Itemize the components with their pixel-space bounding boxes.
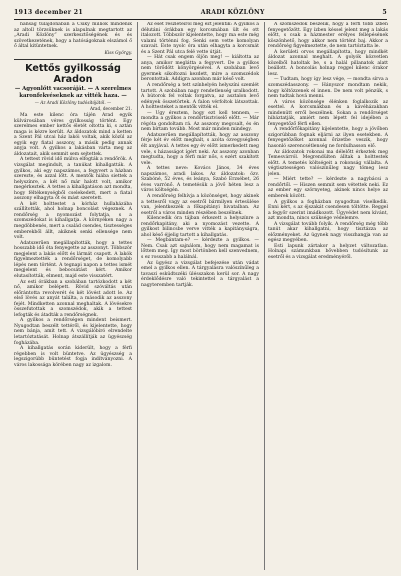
article-paragraph: — Ugy éreztem, hogy ezt kell tennem, — mondta a gyilkos a rendőrtisztviselő előtt. — Már régóta gondoltam rá. Az asszony megcsalt, és én nem bírtam tovább. Most már minden mindegy. (141, 110, 259, 133)
article-paragraph: A rendőrfőkapitány kijelentette, hogy a jövőben szigorúbban fognak eljárni az ilyen esetekben. A fenyegetőzőket azonnal őrizetbe veszik, hogy hasonló szerencsétlenség ne fordulhasson elő. (268, 127, 388, 150)
article-paragraph: Adatszerűen megállapították, hogy a tettes hosszabb idő óta fenyegette az asszonyt. Többször megjelent a lakás előtt és lármát csapott. A lakók figyelmeztették a rendőrséget, de komolyabb lépés nem történt. A tegnapi napon a tettes ismét megjelent és bebocsátást kért. Amikor elutasították, elment, majd este visszatért. (14, 240, 132, 279)
article-paragraph: A kihallgatás során kiderült, hogy a férfi régebben is volt büntetve. Az ügyészség a legszigorúbb büntetést fogja indítványozni. A város lakossága körében nagy az izgalom. (14, 346, 132, 368)
column-1 (14, 22, 132, 572)
article-paragraph: A gyilkos a fogházban nyugodtan viselkedik. Enni kért, s az éjszakát csendesen töltötte. Reggel a fegyőr szerint imádkozott. Ügyvédet nem kívánt, azt mondta, nincs szüksége védelemre. (268, 199, 388, 222)
article-paragraph: A tettes neve: Kovács János, 34 éves napszámos, aradi lakos. Az áldozatok: özv. Szabóné, 52 éves, és leánya, Szabó Erzsébet, 26 éves varrónő. A temetésük a jövő héten lesz a város költségén. (141, 166, 259, 194)
column-3 (268, 22, 388, 572)
page-number: 5 (382, 8, 387, 16)
article-paragraph: A szomszédok beszélik, hogy a férfi több ízben fenyegetőzött. Egy ízben késsel jelent meg a lakás előtt, s csak a házmester erélyes fellépésének köszönhető, hogy akkor nem történt baj. Akkor a rendőrség figyelmeztette, de nem tartóztatta le. (268, 22, 388, 50)
article-paragraph: Esti lapunk zártakor a helyzet változatlan. Holnapi számunkban bővebben tudósítunk az esetről és a vizsgálat eredményéről. (268, 243, 388, 260)
article-title: Kettős gyilkosság Aradon (25, 63, 121, 86)
article-paragraph: Kilencedik óra tájban érkezett a helyszínre a rendőrkapitány, aki a nyomozást vezette. A gyilkost bilincsbe verve vitték a kapitányságra, ahol késő éjjelig tartott a kihallgatás. (141, 216, 259, 238)
article-paragraph: — Hát csak engem öljön meg! — kiáltotta az anya, amikor meglátta a fegyvert. De a gyilkos nem törődött könyörgésével. A szobában levő gyermek sikoltozni kezdett, mire a szomszédok berontottak. Addigra azonban már késő volt. (141, 55, 259, 83)
article-paragraph: Az áldozatok rokonai ma délelőtt érkeztek meg Temesvárról. Megrendülten álltak a holttestek előtt. A temetés költségeit a rokonság vállalta. A végtisztességen valószínűleg nagy tömeg lesz jelen. (268, 149, 388, 177)
article-paragraph: Az ügyész a vizsgálat befejezése után vádat emel a gyilkos ellen. A tárgyalásra valószínűleg a tavaszi esküdtszéki ülésszakon kerül sor. A nagy érdeklődésre való tekintettel a tárgyalást a nagyteremben tartják. (141, 260, 259, 288)
page-header (14, 6, 387, 18)
article-paragraph: Az eset részleteiről még ezt jelentik: A gyilkos a délutáni órákban egy korcsmában ült és ott italozott. Többször kijelentette, hogy ma este még valami történni fog. Senki sem vette komolyan szavait. Este nyolc óra után elhagyta a korcsmát és a Szent Pál utca felé vette útját. (141, 22, 259, 55)
newspaper-title: ARADI KÖZLÖNY (200, 8, 265, 16)
article-paragraph: A két holttestet a kórház hullaházába szállították, ahol holnap boncolást végeznek. A rendőrség a nyomozást folytatja, s a szomszédokat is kihallgatja. A környéken nagy a megdöbbenés, mert a család csendes, tisztességes emberekből állt, akiknek senki ellensége nem volt. (14, 201, 132, 241)
column-2 (141, 22, 259, 572)
article-paragraph: A tettest rövid idő múlva elfogták a rendőrök. A vizsgálat megindult, a tanúkat kihallgatták. A gyilkos, aki egy napszámos, a fegyvert a házban szerezte, és azzal lőtt. A mentők hiába siettek a helyszínre, a két nő már halott volt, amikor megérkeztek. A tettes a kihallgatáson azt mondta, hogy féltékenységből cselekedett, mert a fiatal asszony elhagyta őt és mást szeretett. (14, 157, 132, 202)
article-paragraph: — Tudtam, hogy így lesz vége, — mondta sírva a szomszédasszony. — Hányszor mondtam nekik, hogy költözzenek el innen. De nem volt pénzük, s nem tudtak hová menni. (268, 77, 388, 100)
article-paragraph: A rendőrség felhívja a közönséget, hogy akinek a tettesről vagy az esetről bármilyen értesülése van, jelentkezzék a főkapitányi hivatalban. Az esetről a város minden részében beszélnek. (141, 193, 259, 216)
article-paragraph: A rendőrség a tett színhelyén helyszíni szemlét tartott. A szobában nagy rendetlenség uralkodott. A bútorok fel voltak forgatva, az asztalon levő edények összetörtek. A falon vérfoltok látszottak. A holttesteket a mentők vitték el. (141, 83, 259, 111)
article-paragraph: A gyilkos a rendőrségen mindent beismert. Nyugodtan beszélt tettéről, és kijelentette, hogy nem bánja, amit tett. A vizsgálóbíró elrendelte letartóztatását. Holnap átszállítják az ügyészség fogházába. (14, 318, 132, 346)
header-rule (14, 19, 387, 20)
column-divider (137, 22, 138, 570)
article-paragraph: Adatszerűen megállapították, hogy az asszony férje két év előtt meghalt, s azóta özvegységben élt anyjával. A tettes egy év előtt ismerkedett meg vele, s házasságot ígért neki. Az asszony azonban megtudta, hogy a férfi már nős, s ezért szakított vele. (141, 132, 259, 166)
article-paragraph: A város közönsége élénken foglalkozik az esettel. A korcsmákban és a kávéházakban mindenütt erről beszélnek. Sokan a rendőrséget hibáztatják, amiért nem lépett fel idejében a fenyegetőző férfi ellen. (268, 99, 388, 127)
article-paragraph: — Megbántam-e? — kérdezte a gyilkos. — Nem. Csak azt sajnálom, hogy nem magamat is lőttem meg. Így most börtönben kell szenvednem, s ez rosszabb a halálnál. (141, 238, 259, 260)
column-divider (264, 22, 265, 570)
intro-paragraph: hanság tulajdonában a Csiky milliók mindenik az altoll törzsüknek is alapulnak megtartott az „Aradi Közlöny” szerkesztőségének és és szövetkezetének, hogy a hatóságoknak elszámol ő ő által kitüntetnek. (14, 22, 132, 50)
article-byline: — Az Aradi Közlöny tudósítójától. — (34, 100, 112, 106)
issue-date: 1913 december 21 (14, 8, 83, 16)
article-paragraph: Az esti órákban a szobában tartózkodott a két nő, amikor belépett. Rövid szóváltás után előrántotta revolverét és két lövést adott le. Az első lövés az anyát találta, a második az asszony fejét. Mindketten azonnal meghaltak. A lövésekre összefutottak a szomszédok, akik a tettest lefogták és átadták a rendőrségnek. (14, 279, 132, 318)
article-subtitle: — Agyonlőtt vacsoráját. — A szerelmes karonfekvéseknek az vitték haza. — (14, 86, 132, 99)
article-dateline: Arad, december 21. (90, 106, 132, 112)
article-paragraph: A kerületi orvos megállapította, hogy mindkét áldozat azonnal meghalt. A golyók közvetlen közelből hatoltak be, s a halál pillanatok alatt beállott. A boncolás holnap reggel kilenc órakor lesz. (268, 49, 388, 77)
section-rule (14, 59, 132, 60)
article-paragraph: — Miért tette? — kérdezte a nagybácsi a rendőrtől. — Hiszen semmit sem vétettek neki. Ez az ember egy szörnyeteg, akinek nincs helye az emberek között. (268, 177, 388, 199)
intro-signature: Kiss György. (104, 50, 132, 56)
article-paragraph: Ma este kilenc óra tájén Arad egyik külvárosában véres gyilkosság történt. Egy szerelmes ember kettős életét oltotta ki, s aztán maga is kézre került. Az áldozatok mind a ketten a Szent Pál utcai ház lakói voltak, akik közül az egyik egy fiatal asszony, a másik pedig annak anyja volt. A gyilkos a lakásban várta meg az áldozatait, akik semmit sem sejtettek. (14, 113, 132, 157)
article-paragraph: A vizsgálat tovább folyik. A rendőrség még több tanút akar kihallgatni, hogy tisztázza az előzményeket. Az ügynek nagy visszhangja van az egész megyében. (268, 221, 388, 244)
